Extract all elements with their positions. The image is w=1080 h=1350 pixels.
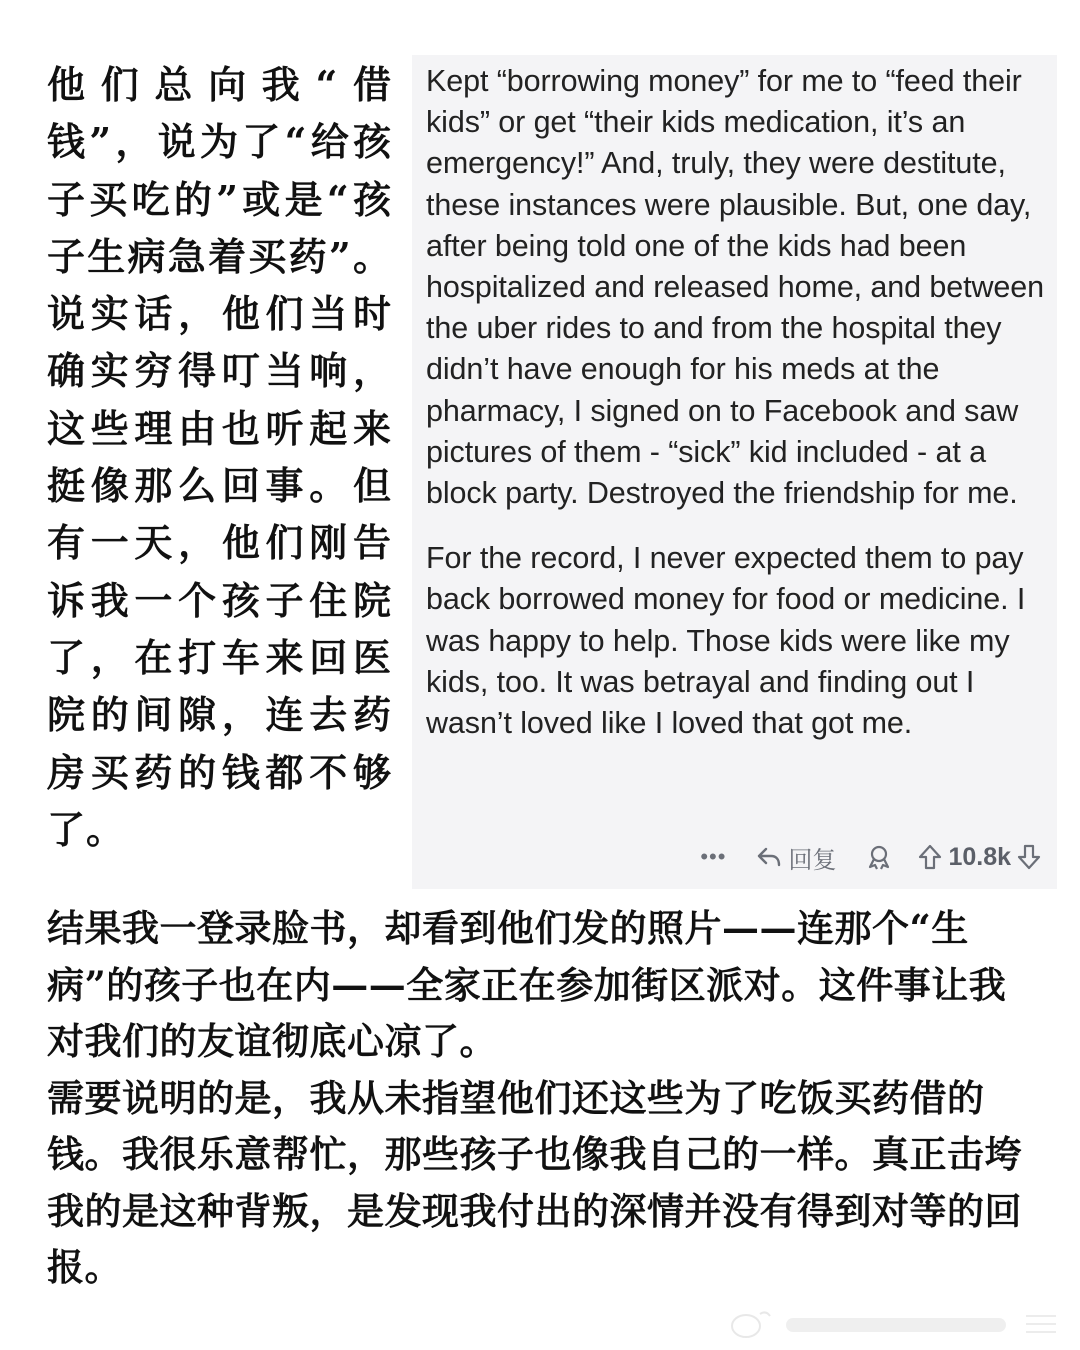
watermark-logo: [726, 1306, 1066, 1342]
award-icon: [866, 844, 892, 870]
comment-paragraph-2: For the record, I never expected them to pay back borrowed money for food or medicine. I was happy to help. Those kids were like my kids, too. It was betrayal and finding out I wasn’t loved like I loved that got me.: [426, 541, 1026, 741]
chinese-translation-top: 他们总向我“借钱”，说为了“给孩子买吃的”或是“孩子生病急着买药”。说实话，他们当时确实穷得叮当响，这些理由也听起来挺像那么回事。但有一天，他们刚告诉我一个孩子住院了，在打车来回医院的间隙，连去药房买药的钱都不够了。: [47, 62, 392, 852]
reply-arrow-icon: [756, 845, 782, 869]
more-dots-icon: •••: [700, 844, 727, 869]
downvote-arrow-icon: [1017, 844, 1041, 870]
vote-count: 10.8k: [948, 842, 1011, 871]
bottom-paragraph-1: 结果我一登录脸书，却看到他们发的照片——连那个“生病”的孩子也在内——全家正在参加街区派对。这件事让我对我们的友谊彻底心凉了。: [47, 906, 1007, 1063]
comment-action-bar: [700, 837, 1041, 877]
chinese-translation-bottom: [47, 900, 1037, 1296]
comment-card: [412, 55, 1057, 889]
upvote-arrow-icon: [918, 844, 942, 870]
reply-button[interactable]: [756, 840, 836, 875]
upvote-button[interactable]: [918, 844, 942, 870]
award-button[interactable]: [866, 844, 892, 870]
reply-label: 回复: [788, 846, 837, 874]
bottom-paragraph-2: 需要说明的是，我从未指望他们还这些为了吃饭买药借的钱。我很乐意帮忙，那些孩子也像我自己的一样。真正击垮我的是这种背叛，是发现我付出的深情并没有得到对等的回报。: [47, 1075, 1022, 1289]
downvote-button[interactable]: [1017, 844, 1041, 870]
comment-paragraph-1: Kept “borrowing money” for me to “feed their kids” or get “their kids medication, it’s an emergency!” And, truly, they were destitute, these instances were plausible. But, one day, after being told one of the kids had been hospitalized and released home, and between the uber rides to and from the hospital they didn’t have enough for his meds at the pharmacy, I signed on to Facebook and saw pictures of them - “sick” kid included - at a block party. Destroyed the friendship for me.: [426, 64, 1045, 511]
more-options-button[interactable]: [700, 844, 726, 870]
